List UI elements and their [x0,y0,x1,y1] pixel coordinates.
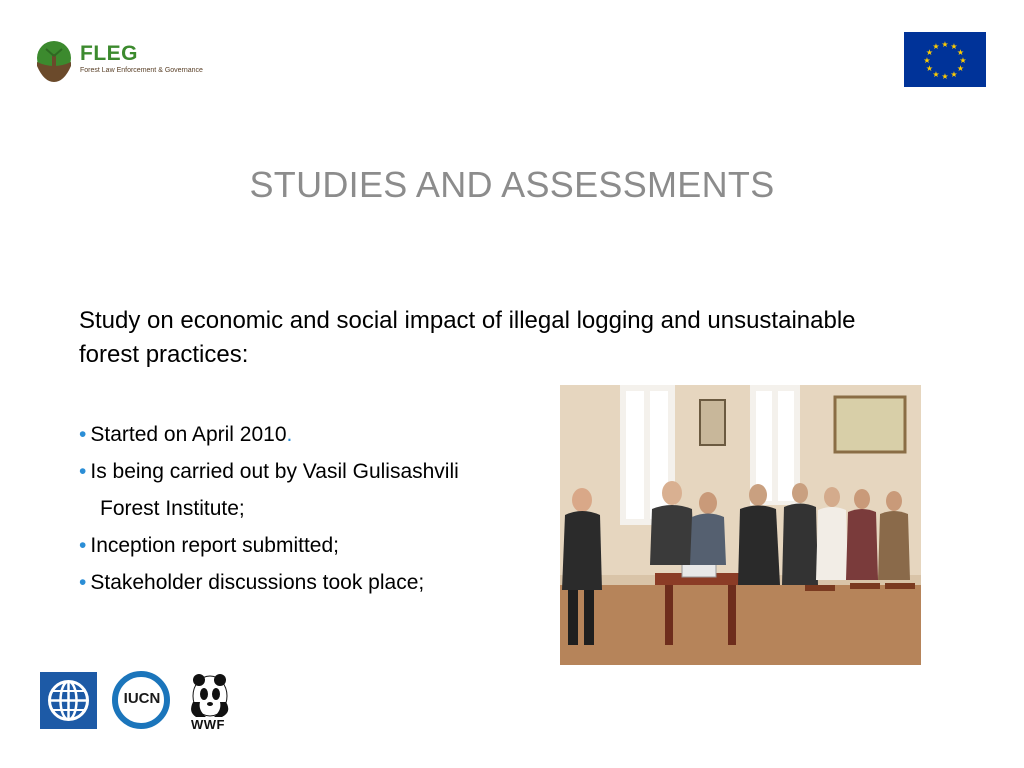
bullet-marker: • [79,460,87,483]
bullet-text: Started on April 2010 [90,423,287,446]
bullet-item [79,416,559,453]
meeting-photo [560,385,921,665]
tree-icon [34,40,74,84]
svg-text:★: ★ [950,70,958,79]
bullet-item [79,564,559,601]
bullet-marker: • [79,423,87,446]
svg-text:★: ★ [959,56,967,65]
bullet-text: Inception report submitted; [90,534,339,557]
svg-text:★: ★ [925,64,934,73]
iucn-logo [110,670,172,730]
slide-title: STUDIES AND ASSESSMENTS [249,164,775,205]
bullet-item [79,527,559,564]
world-bank-logo [40,672,97,729]
bullet-continuation [79,490,559,527]
bullet-marker: • [79,571,87,594]
bullet-text: Forest Institute; [100,497,245,520]
bullet-list [79,416,559,601]
fleg-wordmark: FLEG [80,42,138,65]
svg-text:★: ★ [950,42,958,51]
bullet-item [79,453,559,490]
intro-text: Study on economic and social impact of illegal logging and unsustainable forest practices: [79,307,856,368]
svg-text:★: ★ [941,40,949,49]
svg-text:★: ★ [932,42,940,51]
bullet-trailing: . [286,423,293,446]
fleg-logo [34,38,214,86]
fleg-tagline: Forest Law Enforcement & Governance [80,67,203,74]
svg-text:★: ★ [932,70,940,79]
bullet-text: Stakeholder discussions took place; [90,571,425,594]
svg-text:★: ★ [923,56,931,65]
iucn-wordmark: IUCN [123,690,161,707]
bullet-marker: • [79,534,87,557]
bullet-text: Is being carried out by Vasil Gulisashvili [90,460,459,483]
eu-flag-icon [904,32,986,87]
svg-text:★: ★ [925,48,934,57]
wwf-logo [184,672,232,734]
svg-text:★: ★ [941,72,949,81]
svg-text:★: ★ [956,48,965,57]
panda-icon [184,672,232,718]
svg-text:★: ★ [956,64,965,73]
wwf-wordmark: WWF [191,717,225,732]
